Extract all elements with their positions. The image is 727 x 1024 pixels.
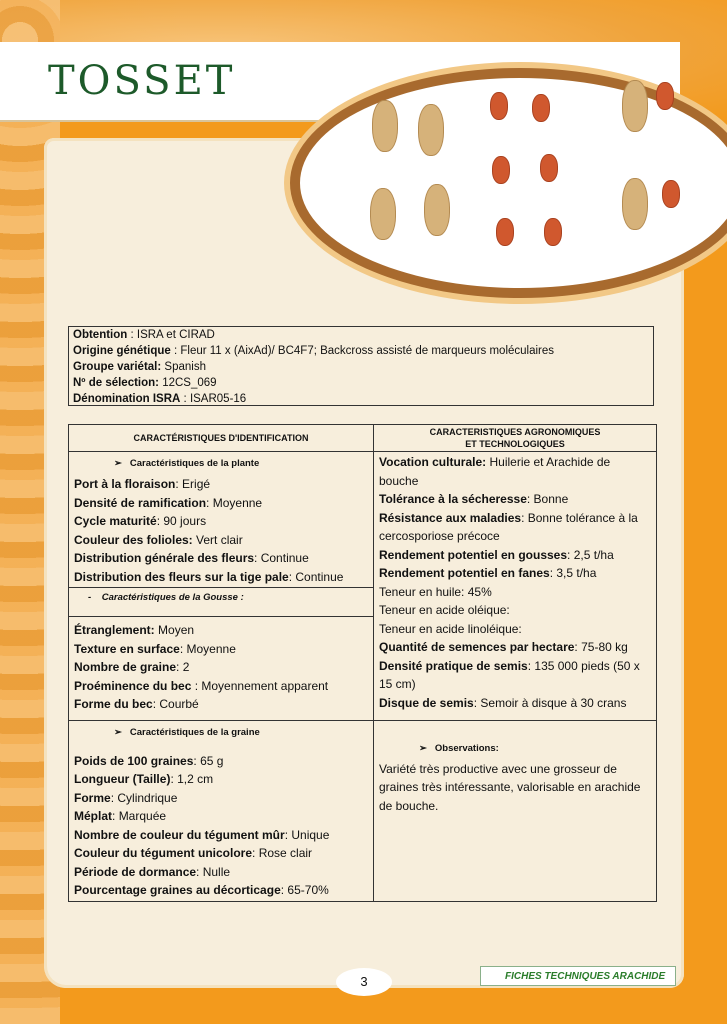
open-pod-icon: [622, 178, 648, 230]
pod-icon: [370, 188, 396, 240]
plant-row: Cycle maturité: 90 jours: [74, 514, 207, 528]
plant-row: Densité de ramification: Moyenne: [74, 495, 263, 510]
observations-cell: [374, 720, 657, 901]
info-line: Dénomination ISRA : ISAR05-16: [73, 393, 247, 405]
agro-row: Rendement potentiel en gousses: 2,5 t/ha: [379, 547, 614, 562]
agro-row: Vocation culturale: Huilerie et Arachide de bouche: [379, 455, 611, 488]
agro-row: Densité pratique de semis: 135 000 pieds (50 x 15 cm): [379, 658, 640, 691]
agronomic-header: CARACTERISTIQUES AGRONOMIQUES ET TECHNOLOGIQUES: [374, 425, 657, 452]
open-pod-icon: [622, 80, 648, 132]
observations-text: Variété très productive avec une grosseur de graines très intéressante, valorisable en arachide de bouche.: [379, 761, 641, 813]
agro-row: Rendement potentiel en fanes: 3,5 t/ha: [379, 566, 597, 580]
seed-icon: [492, 156, 510, 184]
pod-subheading: - Caractéristiques de la Gousse :: [88, 592, 244, 603]
seed-icon: [490, 92, 508, 120]
seed-cell: [69, 720, 374, 901]
peanut-photo-oval: [290, 68, 727, 298]
pod-row: Texture en surface: Moyenne: [74, 641, 236, 656]
seed-row: Couleur du tégument unicolore: Rose clair: [74, 846, 313, 860]
pod-section: [69, 617, 373, 720]
info-line: Groupe variétal: Spanish: [73, 361, 206, 373]
seed-row: Méplat: Marquée: [74, 809, 167, 823]
plant-row: Port à la floraison: Erigé: [74, 477, 211, 491]
seed-icon: [540, 154, 558, 182]
agro-row: Résistance aux maladies: Bonne tolérance à la cercosporiose précoce: [379, 510, 638, 543]
seed-row: Poids de 100 graines: 65 g: [74, 753, 224, 768]
plant-row: Distribution générale des fleurs: Continue: [74, 551, 309, 565]
plant-row: Couleur des folioles: Vert clair: [74, 532, 243, 547]
plant-row: Distribution des fleurs sur la tige pale: Continue: [74, 569, 344, 584]
seed-icon: [544, 218, 562, 246]
seed-row: Pourcentage graines au décorticage: 65-70%: [74, 883, 329, 897]
seed-subheading: ➢ Caractéristiques de la graine: [114, 726, 260, 738]
plant-subheading: ➢ Caractéristiques de la plante: [114, 458, 260, 469]
variety-info-box: [68, 326, 654, 406]
page-number: 3: [336, 968, 392, 996]
pod-row: Nombre de graine: 2: [74, 660, 190, 674]
pod-subheading-row: [69, 587, 373, 617]
seed-icon: [656, 82, 674, 110]
pod-icon: [424, 184, 450, 236]
agro-row: Quantité de semences par hectare: 75-80 kg: [379, 640, 628, 654]
plant-section: [69, 452, 373, 587]
seed-row: Forme: Cylindrique: [74, 790, 178, 805]
page-title: TOSSET: [48, 58, 236, 104]
seed-row: Période de dormance: Nulle: [74, 864, 231, 879]
agronomic-cell: [374, 452, 657, 721]
pod-icon: [372, 100, 398, 152]
plant-and-pod-cell: [69, 452, 374, 721]
seed-row: Longueur (Taille): 1,2 cm: [74, 772, 214, 786]
agro-row: Teneur en acide linoléique:: [379, 621, 522, 636]
info-line: Origine génétique : Fleur 11 x (AixAd)/ BC4F7; Backcross assisté de marqueurs moléculaires: [73, 345, 555, 357]
seed-icon: [496, 218, 514, 246]
seed-icon: [532, 94, 550, 122]
seed-icon: [662, 180, 680, 208]
agro-row: Teneur en huile: 45%: [379, 584, 492, 599]
pod-row: Étranglement: Moyen: [74, 623, 195, 637]
agro-row: Disque de semis: Semoir à disque à 30 crans: [379, 695, 627, 710]
observations-subheading: ➢ Observations:: [419, 742, 499, 754]
footer-brand: FICHES TECHNIQUES ARACHIDE: [480, 966, 676, 986]
identification-header: CARACTÉRISTIQUES D'IDENTIFICATION: [69, 425, 374, 452]
agro-row: Teneur en acide oléique:: [379, 603, 510, 617]
seed-row: Nombre de couleur du tégument mûr: Unique: [74, 827, 330, 842]
agro-row: Tolérance à la sécheresse: Bonne: [379, 492, 569, 506]
pod-icon: [418, 104, 444, 156]
info-line: Obtention : ISRA et CIRAD: [73, 329, 215, 341]
pod-row: Forme du bec: Courbé: [74, 697, 199, 711]
info-line: Nº de sélection: 12CS_069: [73, 377, 217, 389]
characteristics-table: [68, 424, 657, 902]
pod-row: Proéminence du bec : Moyennement apparent: [74, 678, 329, 693]
